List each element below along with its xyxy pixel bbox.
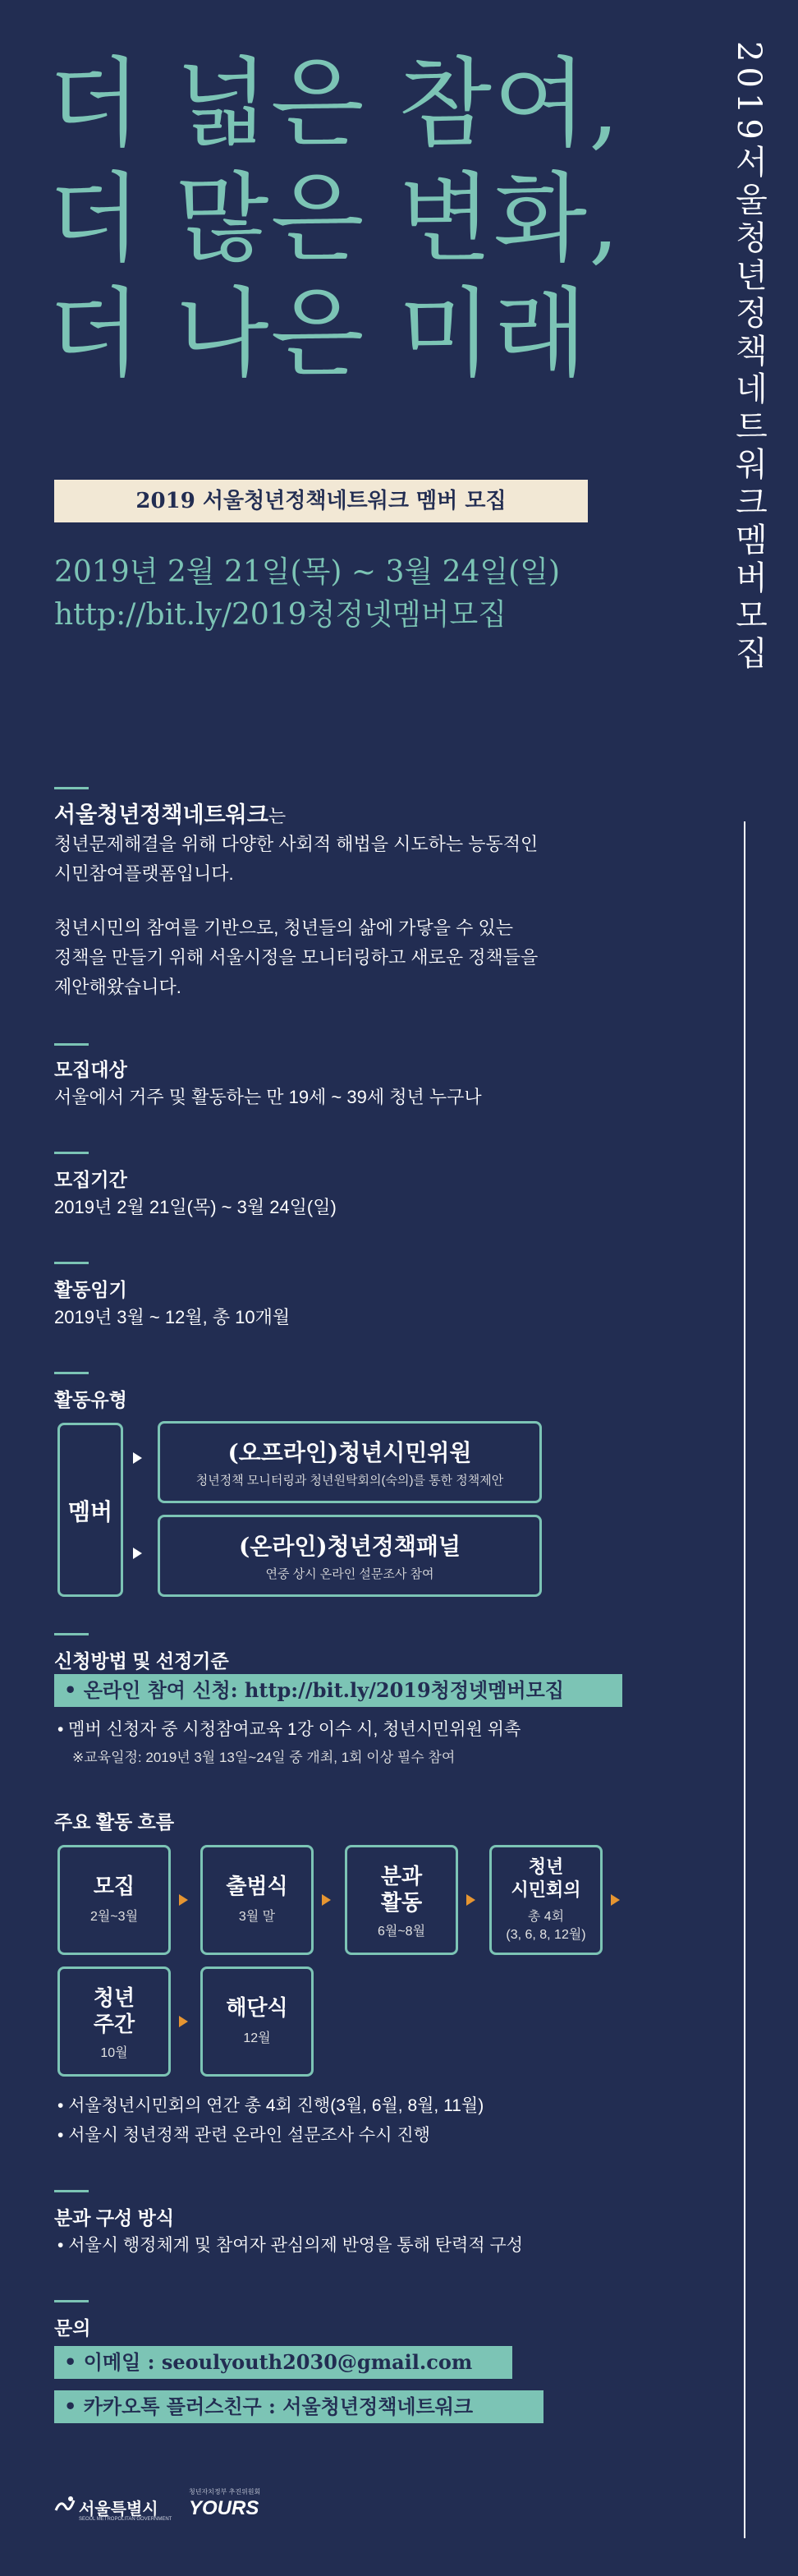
intro-title: 서울청년정책네트워크: [54, 803, 268, 827]
seoul-logo-sub: SEOUL METROPOLITAN GOVERNMENT: [79, 2517, 172, 2522]
flow-step-sub: 총 4회 (3, 6, 8, 12월): [506, 1910, 586, 1942]
seoul-logo-icon: [53, 2494, 77, 2518]
intro-p2-line: 정책을 만들기 위해 서울시정을 모니터링하고 새로운 정책들을: [54, 947, 539, 968]
intro-p2-line: 제안해왔습니다.: [54, 977, 181, 997]
contact-heading: 문의: [54, 2317, 91, 2339]
activity-period-text: 2019년 3월 ~ 12월, 총 10개월: [54, 1307, 291, 1327]
seoul-logo: [53, 2492, 184, 2533]
headline-line-2: 더 많은 변화,: [48, 162, 621, 275]
arrow-right-icon: [179, 1894, 188, 1906]
yours-logo: [189, 2487, 287, 2533]
yours-logo-small: 청년자치정부 추진위원회: [189, 2488, 261, 2496]
section-dash: [54, 1633, 89, 1635]
flow-step-sub: 3월 말: [238, 1910, 276, 1924]
section-dash: [54, 1152, 89, 1154]
apply-heading: 신청방법 및 선정기준: [54, 1650, 229, 1672]
apply-note: ※교육일정: 2019년 3월 13일~24일 중 개최, 1회 이상 필수 참여: [72, 1750, 456, 1765]
flow-step-sub: 2월~3월: [89, 1910, 139, 1924]
member-box: [57, 1423, 123, 1597]
apply-online-highlight[interactable]: • 온라인 참여 신청: http://bit.ly/2019청정넷멤버모집: [54, 1674, 622, 1707]
apply-bullet: • 멤버 신청자 중 시청참여교육 1강 이수 시, 청년시민위원 위촉: [57, 1720, 521, 1739]
intro-p1-line: 시민참여플랫폼입니다.: [54, 863, 234, 884]
arrow-right-icon: [133, 1452, 142, 1464]
flow-step-sub: 12월: [243, 2031, 271, 2045]
division-heading: 분과 구성 방식: [54, 2207, 175, 2229]
flow-bullet: • 서울청년시민회의 연간 총 4회 진행(3월, 6월, 8월, 11월): [57, 2096, 484, 2115]
offline-title: (오프라인)청년시민위원: [227, 1439, 472, 1466]
arrow-right-icon: [179, 2016, 188, 2027]
arrow-right-icon: [466, 1894, 475, 1906]
contact-kakao[interactable]: • 카카오톡 플러스친구 : 서울청년정책네트워크: [54, 2390, 543, 2423]
activity-type-heading: 활동유형: [54, 1389, 127, 1410]
vertical-title-block: [716, 33, 773, 821]
intro-title-row: [54, 797, 286, 829]
online-desc: 연중 상시 온라인 설문조사 참여: [265, 1567, 434, 1581]
flow-step-title: 분과 활동: [380, 1865, 423, 1916]
online-box: [158, 1515, 542, 1597]
section-dash: [54, 1262, 89, 1264]
flow-step-title: 청년 주간: [93, 1986, 135, 2037]
flow-step: [200, 1966, 314, 2077]
flow-step-title: 출범식: [226, 1874, 288, 1899]
recruit-period-text: 2019년 2월 21일(목) ~ 3월 24일(일): [54, 1197, 337, 1217]
division-text: • 서울시 행정체계 및 참여자 관심의제 반영을 통해 탄력적 구성: [57, 2236, 524, 2255]
online-title: (온라인)청년정책패널: [239, 1533, 461, 1560]
vertical-title: 2019서울청년정책네트워크멤버모집: [730, 41, 768, 674]
section-dash: [54, 2190, 89, 2192]
seoul-logo-text: 서울특별시: [79, 2500, 158, 2518]
flow-step: [57, 1845, 171, 1955]
flow-step-title: 모집: [93, 1874, 135, 1899]
target-heading: 모집대상: [54, 1059, 127, 1080]
intro-title-suffix: 는: [268, 806, 287, 826]
flow-bullet: • 서울시 청년정책 관련 온라인 설문조사 수시 진행: [57, 2126, 430, 2145]
flow-step-sub: 6월~8월: [377, 1925, 426, 1939]
recruit-period-heading: 모집기간: [54, 1169, 127, 1190]
flow-step: [489, 1845, 603, 1955]
intro-p1-line: 청년문제해결을 위해 다양한 사회적 해법을 시도하는 능동적인: [54, 834, 539, 854]
flow-step: [345, 1845, 458, 1955]
offline-desc: 청년정책 모니터링과 청년원탁회의(숙의)를 통한 정책제안: [195, 1474, 504, 1488]
headline: [48, 46, 639, 391]
arrow-right-icon: [133, 1548, 142, 1559]
flow-step-sub: 10월: [100, 2046, 128, 2060]
flow-step: [200, 1845, 314, 1955]
intro-p2-line: 청년시민의 참여를 기반으로, 청년들의 삶에 가닿을 수 있는: [54, 918, 513, 938]
activity-period-heading: 활동임기: [54, 1279, 127, 1300]
member-label: 멤버: [67, 1498, 113, 1525]
period-headline: 2019년 2월 21일(목) ~ 3월 24일(일): [54, 555, 561, 589]
offline-box: [158, 1421, 542, 1503]
url-headline[interactable]: http://bit.ly/2019청정넷멤버모집: [54, 598, 507, 632]
intro-paragraph-2: [54, 913, 629, 1002]
flow-step: [57, 1966, 171, 2077]
yours-logo-text: YOURS: [189, 2497, 259, 2519]
section-dash: [54, 787, 89, 789]
arrow-right-icon: [611, 1894, 620, 1906]
flow-step-title: 해단식: [226, 1996, 288, 2021]
contact-email[interactable]: • 이메일 : seoulyouth2030@gmail.com: [54, 2346, 512, 2379]
headline-line-1: 더 넓은 참여,: [48, 47, 621, 160]
intro-paragraph-1: [54, 830, 629, 889]
flow-heading: 주요 활동 흐름: [54, 1811, 175, 1833]
section-dash: [54, 1043, 89, 1046]
section-dash: [54, 1372, 89, 1374]
flow-step-title: 청년 시민회의: [511, 1856, 581, 1901]
arrow-right-icon: [322, 1894, 331, 1906]
headline-line-3: 더 나은 미래: [48, 277, 589, 390]
target-text: 서울에서 거주 및 활동하는 만 19세 ~ 39세 청년 누구나: [54, 1087, 482, 1107]
vertical-divider: [744, 821, 745, 2538]
section-dash: [54, 2300, 89, 2302]
recruit-banner: 2019 서울청년정책네트워크 멤버 모집: [54, 480, 588, 522]
